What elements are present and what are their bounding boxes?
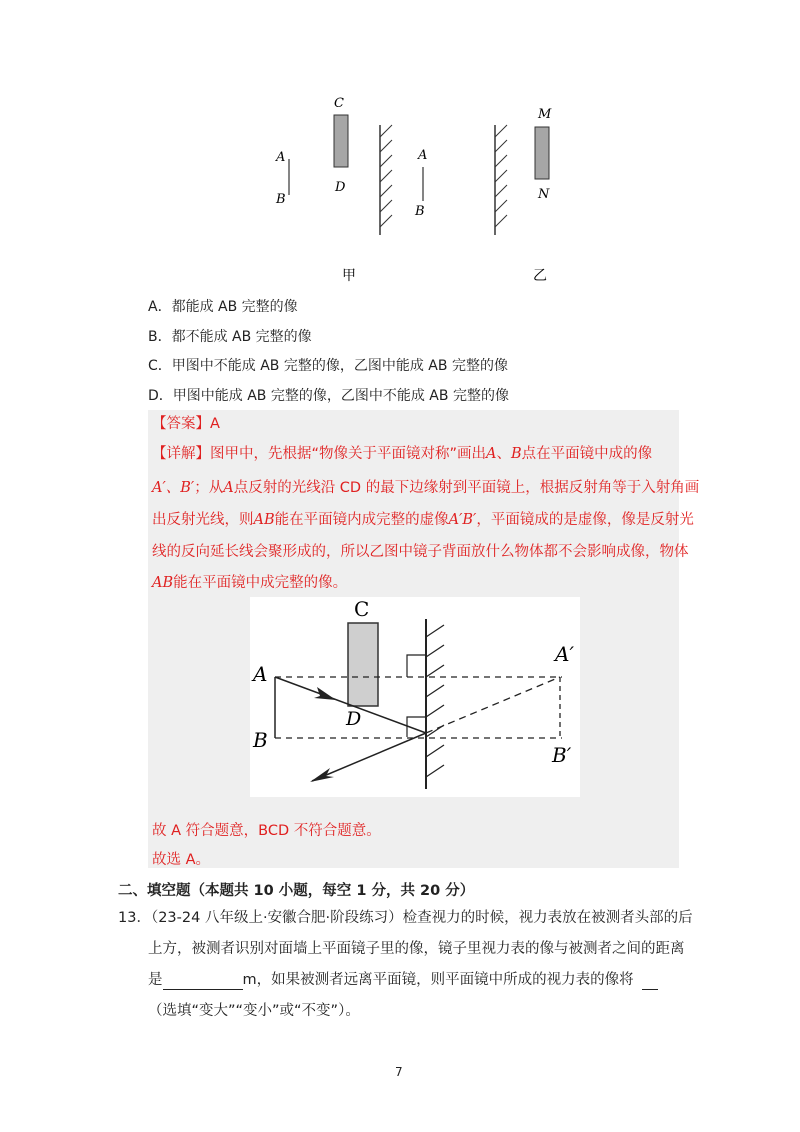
mirror-right-hatch [495,125,507,227]
caption-yi: 乙 [533,268,547,284]
detail-line-3 [152,510,694,530]
detail-AB-2: AB [152,575,174,591]
q13-text-3b: m，如果被测者远离平面镜，则平面镜中所成的视力表的像将 [242,972,634,988]
detail-text-3a: 出反射光线，则 [152,512,254,528]
answer-block [148,410,700,868]
label-B-right: B [415,204,425,219]
mirror-left-hatch [380,125,392,227]
detail-AB: AB [253,512,275,528]
conclusion-line: 故 A 符合题意，BCD 不符合题意。 [152,823,381,839]
detail-text-1-end: 点在平面镜中成的像 [521,446,653,462]
detail-line-4: 线的反向延长线会聚形成的，所以乙图中镜子背面放什么物体都不会影响成像，物体 [152,544,689,560]
label-A-left: A [276,150,286,165]
q13-line-3 [148,970,658,990]
q13-line-4: （选填“变大”“变小”或“不变”）。 [148,1003,360,1019]
detail-text-5: 能在平面镜中成完整的像。 [173,575,348,591]
detail-B: B [511,446,522,462]
answer-value: A [210,416,220,432]
option-c: C．甲图中不能成 AB 完整的像，乙图中能成 AB 完整的像 [148,358,508,374]
detail-text-2a: ；从 [194,480,224,496]
mirror-figure-top [260,95,580,290]
detail-A2: A [223,480,234,496]
diag-label-A: A [253,662,268,686]
label-D-left: D [335,180,346,195]
answer-line [152,414,220,434]
detail-text-3c: ，平面镜成的是虚像，像是反射光 [476,512,694,528]
detail-image-points: A′、B′ [152,480,195,496]
q13-text-3a: 是 [148,972,163,988]
q13-line-1 [118,908,693,928]
option-a: A．都能成 AB 完整的像 [148,299,298,315]
detail-tag: 【详解】 [152,446,210,462]
q13-blank-distance[interactable] [163,973,243,990]
q13-number: 13． [118,910,151,926]
detail-text-1: 图甲中，先根据“物像关于平面镜对称”画出 [210,446,487,462]
diag-label-C: C [354,597,370,621]
option-d: D．甲图中能成 AB 完整的像，乙图中不能成 AB 完整的像 [148,388,509,404]
detail-line-5 [152,573,347,593]
detail-line-1 [152,444,652,464]
q13-text-1: （23-24 八年级上·安徽合肥·阶段练习）检查视力的时候，视力表放在被测者头部的后 [150,910,693,926]
label-A-right: A [418,148,428,163]
label-B-left: B [276,192,286,207]
detail-ApBp: A′B′ [448,512,477,528]
option-b: B．都不能成 AB 完整的像 [148,329,312,345]
section-title: 二、填空题（本题共 10 小题，每空 1 分，共 20 分） [118,883,475,899]
label-M: M [538,107,552,122]
caption-jia: 甲 [342,268,356,284]
object-CD [334,115,348,167]
detail-sep: 、 [496,446,512,462]
answer-tag: 【答案】 [152,416,210,432]
page-number: 7 [395,1065,403,1079]
solution-diagram [250,597,580,797]
q13-blank-image-size[interactable] [642,973,658,990]
label-N: N [538,187,550,202]
object-MN [535,127,549,179]
label-C-left: C [334,96,344,111]
diag-label-Bp: B′ [552,743,572,767]
diag-label-D: D [346,708,362,730]
diag-label-B: B [253,728,268,752]
diag-object-CD [348,623,378,706]
detail-text-2b: 点反射的光线沿 CD 的最下边缘射到平面镜上，根据反射角等于入射角画 [233,480,700,496]
detail-A: A [486,446,497,462]
final-answer-line: 故选 A。 [152,852,211,868]
diag-label-Ap: A′ [555,642,574,666]
detail-line-2 [152,478,699,498]
q13-line-2: 上方，被测者识别对面墙上平面镜子里的像，镜子里视力表的像与被测者之间的距离 [148,941,685,957]
detail-text-3b: 能在平面镜内成完整的虚像 [274,512,449,528]
